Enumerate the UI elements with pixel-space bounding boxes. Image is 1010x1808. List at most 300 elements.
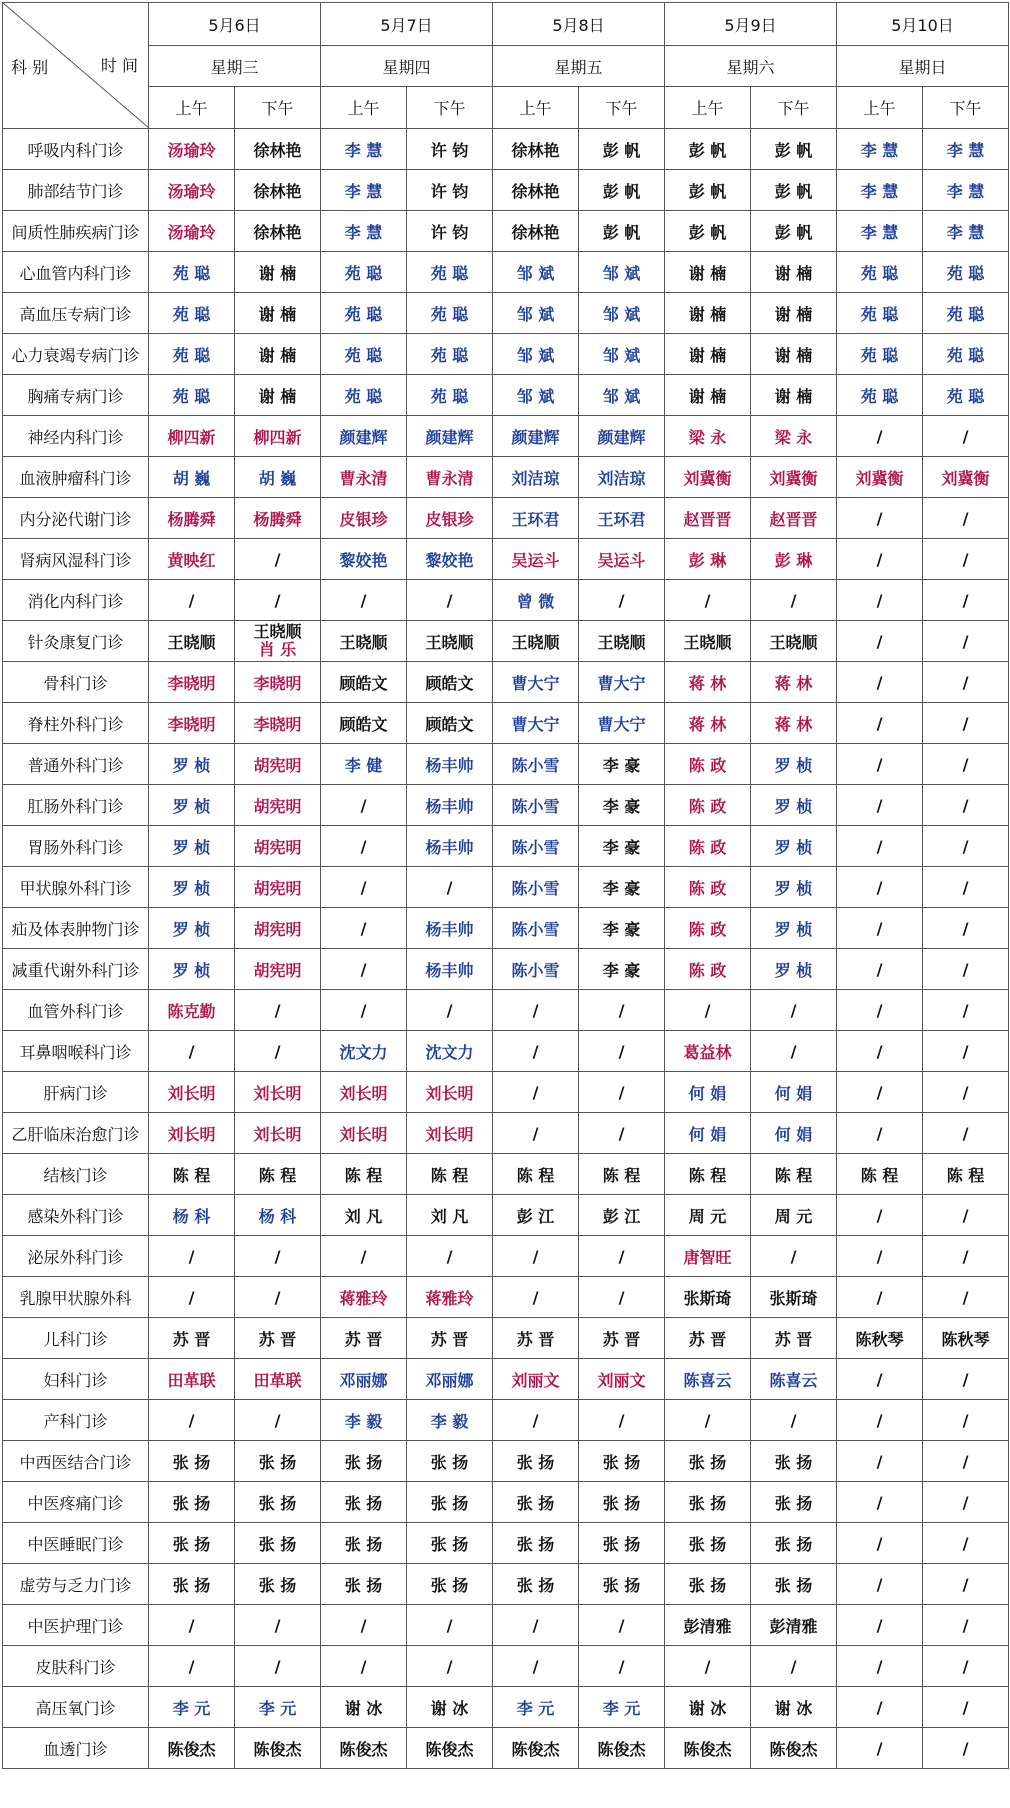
doctor-cell: / (579, 1400, 665, 1441)
doctor-cell: 张 扬 (149, 1441, 235, 1482)
doctor-cell: / (923, 1359, 1009, 1400)
doctor-cell: / (579, 1113, 665, 1154)
doctor-cell: / (321, 949, 407, 990)
doctor-cell: / (321, 1236, 407, 1277)
doctor-cell: 蒋雅玲 (321, 1277, 407, 1318)
doctor-cell: 陈俊杰 (235, 1728, 321, 1769)
doctor-cell: 罗 桢 (751, 744, 837, 785)
table-row (3, 170, 1009, 211)
doctor-cell: 陈 政 (665, 949, 751, 990)
date-header-cell: 5月10日 (837, 3, 1009, 46)
doctor-cell: 陈小雪 (493, 785, 579, 826)
doctor-cell: 谢 楠 (235, 334, 321, 375)
doctor-cell: 苏 晋 (407, 1318, 493, 1359)
weekday-header-row (3, 46, 1009, 87)
doctor-cell: 顾皓文 (407, 703, 493, 744)
doctor-cell: / (407, 1605, 493, 1646)
doctor-cell: / (837, 990, 923, 1031)
doctor-cell: 何 娟 (751, 1113, 837, 1154)
doctor-cell: 李 元 (579, 1687, 665, 1728)
doctor-cell: 苑 聪 (837, 252, 923, 293)
morning-header-cell: 上午 (321, 87, 407, 129)
doctor-cell: / (923, 1031, 1009, 1072)
doctor-cell: 张 扬 (235, 1564, 321, 1605)
table-row (3, 1564, 1009, 1605)
doctor-cell: 苑 聪 (837, 293, 923, 334)
doctor-cell: 李 慧 (321, 170, 407, 211)
table-row (3, 375, 1009, 416)
doctor-cell: 何 娟 (751, 1072, 837, 1113)
table-row (3, 1687, 1009, 1728)
doctor-cell: 苑 聪 (407, 375, 493, 416)
department-cell: 消化内科门诊 (3, 580, 149, 621)
doctor-cell: 陈 程 (321, 1154, 407, 1195)
doctor-cell: 李 豪 (579, 867, 665, 908)
doctor-cell: / (235, 1605, 321, 1646)
doctor-cell: 王晓顺 (321, 621, 407, 662)
department-cell: 普通外科门诊 (3, 744, 149, 785)
table-row (3, 826, 1009, 867)
table-row (3, 334, 1009, 375)
doctor-cell: 谢 楠 (235, 375, 321, 416)
doctor-cell: / (579, 1236, 665, 1277)
doctor-cell: 苏 晋 (493, 1318, 579, 1359)
doctor-cell: / (837, 703, 923, 744)
doctor-cell: 罗 桢 (149, 867, 235, 908)
doctor-cell: 李晓明 (149, 703, 235, 744)
morning-header-cell: 上午 (665, 87, 751, 129)
doctor-cell: 徐林艳 (493, 170, 579, 211)
doctor-cell: / (235, 1400, 321, 1441)
doctor-cell: 苑 聪 (923, 293, 1009, 334)
date-header-cell: 5月6日 (149, 3, 321, 46)
doctor-cell: / (579, 990, 665, 1031)
department-cell: 甲状腺外科门诊 (3, 867, 149, 908)
doctor-cell: 张 扬 (321, 1441, 407, 1482)
doctor-cell: 谢 楠 (751, 334, 837, 375)
doctor-cell: 陈俊杰 (579, 1728, 665, 1769)
doctor-cell: / (837, 498, 923, 539)
doctor-cell: 皮银珍 (321, 498, 407, 539)
doctor-cell: / (923, 1277, 1009, 1318)
table-row (3, 1646, 1009, 1687)
doctor-cell: 汤瑜玲 (149, 129, 235, 170)
doctor-cell: 吴运斗 (579, 539, 665, 580)
doctor-cell: 苏 晋 (235, 1318, 321, 1359)
doctor-cell: 颜建辉 (579, 416, 665, 457)
doctor-cell: 王晓顺 (751, 621, 837, 662)
doctor-cell: 李 慧 (837, 170, 923, 211)
doctor-cell: 陈小雪 (493, 744, 579, 785)
doctor-cell: 刘冀衡 (751, 457, 837, 498)
doctor-cell: 张 扬 (235, 1482, 321, 1523)
doctor-cell: 李 毅 (407, 1400, 493, 1441)
doctor-cell: / (923, 621, 1009, 662)
doctor-cell: / (923, 539, 1009, 580)
doctor-cell: 谢 楠 (235, 293, 321, 334)
doctor-cell: 胡宪明 (235, 949, 321, 990)
doctor-cell: 陈 程 (149, 1154, 235, 1195)
doctor-cell: / (235, 1031, 321, 1072)
doctor-cell: 王晓顺 (493, 621, 579, 662)
doctor-cell: / (837, 908, 923, 949)
doctor-cell: 陈 政 (665, 826, 751, 867)
doctor-cell: 陈 程 (579, 1154, 665, 1195)
date-header-cell: 5月7日 (321, 3, 493, 46)
time-axis-label: 时 间 (100, 56, 138, 75)
doctor-cell: 梁 永 (751, 416, 837, 457)
doctor-cell: 蒋 林 (751, 703, 837, 744)
department-cell: 疝及体表肿物门诊 (3, 908, 149, 949)
doctor-cell: 苏 晋 (751, 1318, 837, 1359)
doctor-cell: 苑 聪 (149, 334, 235, 375)
doctor-cell: 陈克勤 (149, 990, 235, 1031)
doctor-cell: 张 扬 (579, 1523, 665, 1564)
doctor-cell: 陈俊杰 (665, 1728, 751, 1769)
doctor-cell: 陈 程 (665, 1154, 751, 1195)
department-cell: 血透门诊 (3, 1728, 149, 1769)
doctor-cell: 邓丽娜 (321, 1359, 407, 1400)
department-cell: 乙肝临床治愈门诊 (3, 1113, 149, 1154)
doctor-cell: 李 元 (149, 1687, 235, 1728)
doctor-cell: 杨丰帅 (407, 949, 493, 990)
doctor-cell: / (751, 1031, 837, 1072)
doctor-cell: 徐林艳 (235, 170, 321, 211)
doctor-cell: 罗 桢 (149, 826, 235, 867)
doctor-cell: 李 豪 (579, 949, 665, 990)
doctor-cell: 邓丽娜 (407, 1359, 493, 1400)
department-cell: 胃肠外科门诊 (3, 826, 149, 867)
doctor-cell: 颜建辉 (407, 416, 493, 457)
doctor-cell: / (579, 580, 665, 621)
department-cell: 肾病风湿科门诊 (3, 539, 149, 580)
doctor-cell: 蒋 林 (751, 662, 837, 703)
doctor-cell: 彭清雅 (751, 1605, 837, 1646)
doctor-cell: 刘长明 (149, 1072, 235, 1113)
doctor-cell: / (837, 1195, 923, 1236)
date-header-cell: 5月8日 (493, 3, 665, 46)
doctor-cell: 苑 聪 (923, 375, 1009, 416)
doctor-cell: / (923, 416, 1009, 457)
doctor-cell: 罗 桢 (751, 867, 837, 908)
afternoon-header-cell: 下午 (235, 87, 321, 129)
doctor-cell: 苑 聪 (321, 334, 407, 375)
weekday-header-cell: 星期日 (837, 46, 1009, 87)
doctor-cell: 李 健 (321, 744, 407, 785)
doctor-cell: / (837, 580, 923, 621)
weekday-header-cell: 星期六 (665, 46, 837, 87)
doctor-cell: 谢 楠 (665, 252, 751, 293)
doctor-cell: 曹永清 (321, 457, 407, 498)
doctor-cell: 苑 聪 (321, 293, 407, 334)
doctor-cell: / (923, 1728, 1009, 1769)
doctor-cell: 陈俊杰 (321, 1728, 407, 1769)
doctor-cell: 刘长明 (321, 1072, 407, 1113)
doctor-cell: 张 扬 (493, 1441, 579, 1482)
doctor-cell: 胡宪明 (235, 785, 321, 826)
doctor-cell: 彭 琳 (751, 539, 837, 580)
doctor-cell: 柳四新 (149, 416, 235, 457)
table-row (3, 621, 1009, 662)
doctor-cell: 苑 聪 (149, 293, 235, 334)
doctor-cell: / (235, 580, 321, 621)
doctor-cell: 张 扬 (493, 1482, 579, 1523)
department-cell: 骨科门诊 (3, 662, 149, 703)
doctor-cell: / (235, 1646, 321, 1687)
doctor-cell: 彭 帆 (665, 170, 751, 211)
doctor-cell: / (149, 1277, 235, 1318)
doctor-cell: 王晓顺 (149, 621, 235, 662)
doctor-cell: 刘长明 (235, 1072, 321, 1113)
morning-header-cell: 上午 (837, 87, 923, 129)
department-cell: 针灸康复门诊 (3, 621, 149, 662)
doctor-cell: / (665, 1646, 751, 1687)
doctor-cell: 彭 江 (493, 1195, 579, 1236)
table-row (3, 539, 1009, 580)
doctor-cell: / (579, 1072, 665, 1113)
doctor-cell: / (665, 580, 751, 621)
doctor-cell: 张 扬 (407, 1523, 493, 1564)
doctor-cell: / (837, 1031, 923, 1072)
doctor-cell: 张 扬 (665, 1523, 751, 1564)
doctor-cell: 邹 斌 (579, 334, 665, 375)
doctor-cell: / (579, 1031, 665, 1072)
department-cell: 内分泌代谢门诊 (3, 498, 149, 539)
afternoon-header-cell: 下午 (579, 87, 665, 129)
doctor-cell: / (321, 867, 407, 908)
doctor-cell: 苑 聪 (837, 334, 923, 375)
doctor-cell: / (493, 1646, 579, 1687)
doctor-cell: / (149, 1236, 235, 1277)
table-row (3, 1523, 1009, 1564)
doctor-cell: / (665, 990, 751, 1031)
table-row (3, 1441, 1009, 1482)
doctor-cell: 蒋 林 (665, 662, 751, 703)
doctor-cell: 曹大宁 (579, 703, 665, 744)
doctor-cell: 李 慧 (837, 129, 923, 170)
doctor-cell: 陈 政 (665, 785, 751, 826)
afternoon-header-cell: 下午 (751, 87, 837, 129)
doctor-cell: / (751, 1236, 837, 1277)
doctor-cell: 何 娟 (665, 1072, 751, 1113)
doctor-cell: / (923, 498, 1009, 539)
doctor-cell: 张 扬 (407, 1482, 493, 1523)
department-cell: 中西医结合门诊 (3, 1441, 149, 1482)
doctor-cell: 陈 程 (235, 1154, 321, 1195)
department-cell: 泌尿外科门诊 (3, 1236, 149, 1277)
department-cell: 中医护理门诊 (3, 1605, 149, 1646)
doctor-cell: 王晓顺 (665, 621, 751, 662)
doctor-cell: / (837, 1564, 923, 1605)
doctor-cell: 顾皓文 (407, 662, 493, 703)
date-header-cell: 5月9日 (665, 3, 837, 46)
table-row (3, 1482, 1009, 1523)
doctor-cell: / (493, 1400, 579, 1441)
doctor-cell: 刘冀衡 (837, 457, 923, 498)
doctor-cell: 汤瑜玲 (149, 170, 235, 211)
doctor-cell: 陈俊杰 (493, 1728, 579, 1769)
doctor-cell: 邹 斌 (493, 375, 579, 416)
doctor-cell: / (235, 539, 321, 580)
doctor-cell: 邹 斌 (579, 252, 665, 293)
doctor-cell: 彭 帆 (751, 170, 837, 211)
department-cell: 血液肿瘤科门诊 (3, 457, 149, 498)
doctor-cell: / (837, 744, 923, 785)
doctor-cell: 李 元 (235, 1687, 321, 1728)
doctor-cell: / (923, 1072, 1009, 1113)
doctor-cell: 谢 楠 (665, 293, 751, 334)
doctor-cell: 苑 聪 (923, 252, 1009, 293)
doctor-cell: 彭清雅 (665, 1605, 751, 1646)
department-cell: 耳鼻咽喉科门诊 (3, 1031, 149, 1072)
doctor-cell: 邹 斌 (493, 334, 579, 375)
doctor-cell: 曾 微 (493, 580, 579, 621)
doctor-cell: 张 扬 (751, 1441, 837, 1482)
department-cell: 心血管内科门诊 (3, 252, 149, 293)
doctor-cell: / (923, 1236, 1009, 1277)
doctor-cell: 汤瑜玲 (149, 211, 235, 252)
doctor-cell: / (235, 1277, 321, 1318)
doctor-cell: / (407, 1236, 493, 1277)
table-row (3, 662, 1009, 703)
doctor-cell: 谢 楠 (235, 252, 321, 293)
weekday-header-cell: 星期四 (321, 46, 493, 87)
doctor-cell: / (923, 990, 1009, 1031)
doctor-cell: 李 慧 (321, 129, 407, 170)
doctor-cell: / (751, 1400, 837, 1441)
doctor-cell: 李 慧 (923, 211, 1009, 252)
doctor-cell: 田革联 (235, 1359, 321, 1400)
doctor-cell: 刘长明 (407, 1072, 493, 1113)
doctor-cell: 杨丰帅 (407, 785, 493, 826)
doctor-cell: 张 扬 (579, 1564, 665, 1605)
doctor-cell: 吴运斗 (493, 539, 579, 580)
doctor-cell: 苑 聪 (407, 334, 493, 375)
table-row (3, 1236, 1009, 1277)
doctor-cell: 张 扬 (407, 1564, 493, 1605)
doctor-cell: / (837, 785, 923, 826)
schedule-body (3, 129, 1009, 1769)
doctor-cell: / (493, 1113, 579, 1154)
doctor-cell: 沈文力 (321, 1031, 407, 1072)
doctor-cell: 苑 聪 (149, 252, 235, 293)
doctor-cell: / (837, 621, 923, 662)
department-cell: 儿科门诊 (3, 1318, 149, 1359)
doctor-cell: 陈 程 (407, 1154, 493, 1195)
doctor-cell: 皮银珍 (407, 498, 493, 539)
table-row (3, 1728, 1009, 1769)
doctor-cell: 胡 巍 (235, 457, 321, 498)
doctor-cell: / (923, 1605, 1009, 1646)
doctor-cell: 苑 聪 (407, 252, 493, 293)
doctor-cell: 李晓明 (235, 703, 321, 744)
table-row (3, 129, 1009, 170)
doctor-cell: 陈小雪 (493, 826, 579, 867)
doctor-cell: 陈俊杰 (407, 1728, 493, 1769)
doctor-cell: 蒋雅玲 (407, 1277, 493, 1318)
doctor-cell: / (837, 1605, 923, 1646)
department-cell: 妇科门诊 (3, 1359, 149, 1400)
doctor-cell: / (321, 1605, 407, 1646)
department-cell: 肝病门诊 (3, 1072, 149, 1113)
doctor-cell: 杨丰帅 (407, 826, 493, 867)
doctor-cell: / (923, 826, 1009, 867)
doctor-cell: 苑 聪 (407, 293, 493, 334)
table-row (3, 1113, 1009, 1154)
doctor-cell: 王晓顺 (407, 621, 493, 662)
doctor-cell: / (837, 1728, 923, 1769)
doctor-cell: 谢 冰 (407, 1687, 493, 1728)
doctor-cell: 陈秋琴 (837, 1318, 923, 1359)
department-cell: 血管外科门诊 (3, 990, 149, 1031)
doctor-cell: 张 扬 (751, 1482, 837, 1523)
doctor-cell: 徐林艳 (235, 211, 321, 252)
doctor-cell: 曹大宁 (493, 703, 579, 744)
table-row (3, 908, 1009, 949)
table-row (3, 1072, 1009, 1113)
doctor-cell: 张 扬 (751, 1564, 837, 1605)
doctor-cell: / (149, 580, 235, 621)
department-cell: 神经内科门诊 (3, 416, 149, 457)
doctor-cell: 谢 楠 (751, 252, 837, 293)
doctor-cell: 黎姣艳 (321, 539, 407, 580)
doctor-cell: 胡宪明 (235, 826, 321, 867)
doctor-cell: 胡宪明 (235, 744, 321, 785)
department-cell: 呼吸内科门诊 (3, 129, 149, 170)
clinic-schedule-table (2, 2, 1009, 1769)
doctor-cell: 彭 帆 (579, 129, 665, 170)
doctor-cell: 罗 桢 (751, 826, 837, 867)
department-cell: 结核门诊 (3, 1154, 149, 1195)
department-cell: 间质性肺疾病门诊 (3, 211, 149, 252)
doctor-cell: 罗 桢 (149, 744, 235, 785)
doctor-cell: 杨丰帅 (407, 744, 493, 785)
table-row (3, 1359, 1009, 1400)
morning-header-cell: 上午 (493, 87, 579, 129)
doctor-cell: 周 元 (751, 1195, 837, 1236)
doctor-cell: 顾皓文 (321, 703, 407, 744)
doctor-cell: 刘冀衡 (665, 457, 751, 498)
doctor-cell: 李 毅 (321, 1400, 407, 1441)
doctor-cell: 苏 晋 (321, 1318, 407, 1359)
doctor-cell: 杨 科 (235, 1195, 321, 1236)
doctor-cell: 罗 桢 (149, 949, 235, 990)
doctor-cell: / (149, 1605, 235, 1646)
doctor-cell: / (923, 744, 1009, 785)
doctor-cell: / (837, 1072, 923, 1113)
doctor-cell: 苑 聪 (321, 375, 407, 416)
doctor-cell: / (923, 1482, 1009, 1523)
doctor-cell: / (837, 1441, 923, 1482)
doctor-cell: 张 扬 (149, 1564, 235, 1605)
doctor-cell: 彭 帆 (665, 129, 751, 170)
doctor-cell: / (923, 1564, 1009, 1605)
doctor-cell: 张 扬 (493, 1523, 579, 1564)
doctor-cell: / (579, 1277, 665, 1318)
table-row (3, 867, 1009, 908)
doctor-name: 王晓顺 (253, 622, 302, 641)
department-cell: 皮肤科门诊 (3, 1646, 149, 1687)
doctor-cell: 刘 凡 (321, 1195, 407, 1236)
doctor-cell: 苏 晋 (665, 1318, 751, 1359)
doctor-cell: 颜建辉 (321, 416, 407, 457)
doctor-cell: 李晓明 (235, 662, 321, 703)
doctor-cell: 谢 冰 (321, 1687, 407, 1728)
doctor-cell: / (923, 1113, 1009, 1154)
doctor-cell: 彭 帆 (579, 211, 665, 252)
doctor-cell: 黎姣艳 (407, 539, 493, 580)
doctor-cell: 陈 程 (923, 1154, 1009, 1195)
